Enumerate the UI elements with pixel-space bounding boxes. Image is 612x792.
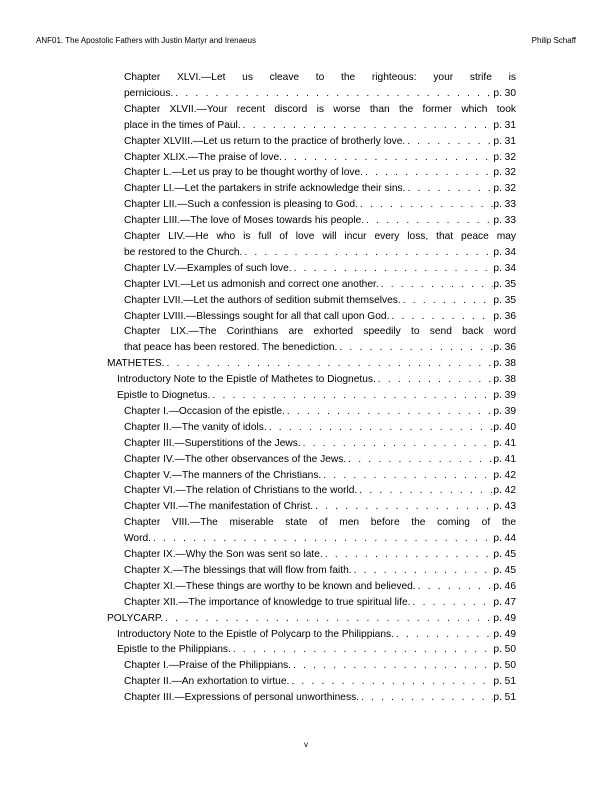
toc-entry[interactable] xyxy=(124,404,516,420)
toc-entry-text: Chapter V.—The manners of the Christians. xyxy=(124,469,322,481)
dot-leader xyxy=(363,165,493,181)
toc-page-ref[interactable]: p. 49 xyxy=(493,628,516,640)
toc-page-ref[interactable]: p. 32 xyxy=(493,167,516,179)
toc-page-ref[interactable]: p. 41 xyxy=(493,453,516,465)
toc-entry-text: Chapter LIV.—He who is full of love will incur every loss, that peace may xyxy=(124,231,516,242)
toc-entry-text: Chapter XLVII.—Your recent discord is worse than the former which took xyxy=(124,103,516,115)
dot-leader xyxy=(291,658,493,674)
dot-leader xyxy=(379,277,494,293)
toc-page-ref[interactable]: p. 34 xyxy=(493,246,516,258)
dot-leader xyxy=(346,452,493,468)
toc-entry[interactable] xyxy=(124,70,516,102)
toc-entry-text: Chapter VI.—The relation of Christians to the world. xyxy=(124,485,358,497)
toc-entry-text: Chapter LV.—Examples of such love. xyxy=(124,262,292,274)
toc-entry-text: Chapter III.—Superstitions of the Jews. xyxy=(124,437,301,449)
toc-entry[interactable] xyxy=(124,436,516,452)
running-header-title: ANF01. The Apostolic Fathers with Justin Martyr and Irenaeus xyxy=(36,36,256,45)
toc-entry-text: that peace has been restored. The benediction. xyxy=(124,342,338,354)
toc-page-ref[interactable]: p. 35 xyxy=(493,294,516,306)
toc-page-ref[interactable]: p. 33 xyxy=(493,199,516,211)
toc-entry-text: Chapter L.—Let us pray to be thought worthy of love. xyxy=(124,167,363,179)
toc-page-ref[interactable]: p. 44 xyxy=(493,533,516,545)
toc-entry-text: Chapter X.—The blessings that will flow from faith. xyxy=(124,564,352,576)
dot-leader xyxy=(165,356,494,372)
page-number: v xyxy=(304,740,308,749)
toc-entry[interactable] xyxy=(124,547,516,563)
toc-entry-text: Chapter II.—The vanity of idols. xyxy=(124,421,267,433)
toc-entry-text: Chapter II.—An exhortation to virtue. xyxy=(124,676,290,688)
toc-entry-text: Chapter LVI.—Let us admonish and correct one another. xyxy=(124,278,379,290)
toc-entry-text: Chapter IX.—Why the Son was sent so late. xyxy=(124,549,323,560)
toc-entry-text: Chapter XLIX.—The praise of love. xyxy=(124,151,282,163)
toc-page-ref[interactable]: p. 40 xyxy=(493,421,516,433)
dot-leader xyxy=(241,118,494,134)
dot-leader xyxy=(163,611,493,627)
toc-entry[interactable] xyxy=(124,134,516,150)
toc-entry[interactable] xyxy=(124,690,516,706)
dot-leader xyxy=(210,388,493,404)
toc-entry-text: Chapter XI.—These things are worthy to be known and believed. xyxy=(124,580,416,592)
toc-entry[interactable] xyxy=(124,165,516,181)
toc-entry[interactable] xyxy=(124,579,516,595)
dot-leader xyxy=(358,197,493,213)
toc-page-ref[interactable]: p. 50 xyxy=(493,644,516,656)
toc-entry-text: Chapter VIII.—The miserable state of men before the coming of the xyxy=(124,517,516,529)
toc-page-ref[interactable]: p. 47 xyxy=(493,596,516,608)
dot-leader xyxy=(323,547,494,563)
toc-entry-text: Chapter IV.—The other observances of the Jews. xyxy=(124,453,347,465)
toc-page-ref[interactable]: p. 35 xyxy=(493,278,516,290)
running-header-author: Philip Schaff xyxy=(531,36,576,45)
toc-entry-text: Chapter XLVIII.—Let us return to the practice of brotherly love. xyxy=(124,135,406,147)
toc-page-ref[interactable]: p. 36 xyxy=(493,310,516,322)
toc-page-ref[interactable]: p. 38 xyxy=(493,374,516,386)
dot-leader xyxy=(357,483,493,499)
toc-entry-text: Word. xyxy=(124,533,151,545)
dot-leader xyxy=(285,404,494,420)
toc-entry[interactable] xyxy=(124,197,516,213)
toc-entry[interactable] xyxy=(124,277,516,293)
dot-leader xyxy=(352,563,494,579)
toc-page-ref[interactable]: p. 39 xyxy=(493,405,516,417)
toc-entry-text: be restored to the Church. xyxy=(124,246,243,258)
toc-page-ref[interactable]: p. 32 xyxy=(493,151,516,163)
toc-entry[interactable] xyxy=(124,563,516,579)
toc-page-ref[interactable]: p. 39 xyxy=(493,390,516,401)
toc-entry[interactable] xyxy=(117,627,516,643)
toc-entry-text: Chapter LII.—Such a confession is pleasing to God. xyxy=(124,199,358,211)
toc-entry-text: Epistle to Diognetus. xyxy=(117,390,211,401)
toc-entry-text: Chapter I.—Occasion of the epistle. xyxy=(124,405,285,417)
toc-page-ref[interactable]: p. 41 xyxy=(493,437,516,449)
dot-leader xyxy=(416,579,494,595)
toc-entry[interactable] xyxy=(124,483,516,499)
toc-entry[interactable] xyxy=(124,658,516,674)
toc-entry[interactable] xyxy=(124,468,516,484)
toc-entry[interactable] xyxy=(124,229,516,261)
toc-entry[interactable] xyxy=(124,499,516,515)
toc-entry[interactable] xyxy=(124,102,516,134)
dot-leader xyxy=(282,150,493,166)
toc-entry[interactable] xyxy=(124,595,516,611)
toc-entry[interactable] xyxy=(124,324,516,356)
dot-leader xyxy=(267,420,494,436)
toc-entry[interactable] xyxy=(107,356,516,372)
toc-page-ref[interactable]: p. 38 xyxy=(493,358,516,370)
toc-entry-text: Epistle to the Philippians. xyxy=(117,644,231,656)
toc-entry[interactable] xyxy=(117,642,516,658)
dot-leader xyxy=(321,468,493,484)
toc-page-ref[interactable]: p. 51 xyxy=(493,692,516,704)
dot-leader xyxy=(301,436,494,452)
dot-leader xyxy=(394,627,493,643)
toc-page-ref[interactable]: p. 45 xyxy=(493,564,516,576)
toc-page-ref[interactable]: p. 31 xyxy=(493,135,516,147)
toc-page-ref[interactable]: p. 31 xyxy=(493,119,516,131)
dot-leader xyxy=(289,674,493,690)
toc-entry[interactable] xyxy=(124,150,516,166)
toc-page-ref[interactable]: p. 50 xyxy=(493,660,516,672)
toc-page-ref[interactable]: p. 30 xyxy=(493,87,516,99)
dot-leader xyxy=(313,499,493,515)
toc-entry[interactable] xyxy=(107,611,516,627)
toc-page-ref[interactable]: p. 33 xyxy=(493,215,516,227)
dot-leader xyxy=(376,372,494,388)
toc-entry-text: Chapter VII.—The manifestation of Christ. xyxy=(124,501,314,513)
toc-entry[interactable] xyxy=(117,388,516,404)
dot-leader xyxy=(405,181,493,197)
dot-leader xyxy=(173,86,493,102)
toc-entry-text: Chapter LVII.—Let the authors of sedition submit themselves. xyxy=(124,294,401,306)
toc-page-ref[interactable]: p. 49 xyxy=(493,612,516,624)
toc-entry[interactable] xyxy=(124,452,516,468)
toc-page-ref[interactable]: p. 36 xyxy=(493,342,516,354)
dot-leader xyxy=(359,690,493,706)
toc-entry-text: Chapter XII.—The importance of knowledge to true spiritual life. xyxy=(124,596,411,608)
toc-entry-text: Introductory Note to the Epistle of Mathetes to Diognetus. xyxy=(117,374,376,386)
toc-entry-text: place in the times of Paul. xyxy=(124,119,241,131)
toc-entry-text: MATHETES. xyxy=(107,358,165,370)
toc-entry[interactable] xyxy=(124,674,516,690)
dot-leader xyxy=(231,642,493,658)
toc-entry-text: Chapter III.—Expressions of personal unworthiness. xyxy=(124,692,359,704)
toc-page-ref[interactable]: p. 42 xyxy=(493,469,516,481)
toc-page-ref[interactable]: p. 42 xyxy=(493,485,516,497)
toc-entry[interactable] xyxy=(124,213,516,229)
toc-entry-text: pernicious. xyxy=(124,87,174,99)
dot-leader xyxy=(411,595,494,611)
toc-entry-text: Chapter LIII.—The love of Moses towards his people. xyxy=(124,215,365,227)
toc-page-ref[interactable]: p. 32 xyxy=(493,183,516,195)
dot-leader xyxy=(401,293,494,309)
toc-entry[interactable] xyxy=(124,420,516,436)
toc-entry[interactable] xyxy=(124,309,516,325)
dot-leader xyxy=(389,309,493,325)
toc-page-ref[interactable]: p. 51 xyxy=(493,676,516,688)
toc-entry[interactable] xyxy=(117,372,516,388)
toc-entry[interactable] xyxy=(124,515,516,547)
toc-entry-text: Chapter LIX.—The Corinthians are exhorted speedily to send back word xyxy=(124,326,516,338)
toc-page-ref[interactable]: p. 46 xyxy=(493,580,516,592)
toc-entry-text: Chapter XLVI.—Let us cleave to the righteous: your strife is xyxy=(124,72,516,83)
toc-entry-text: Chapter LI.—Let the partakers in strife acknowledge their sins. xyxy=(124,183,406,195)
toc-entry-text: Chapter I.—Praise of the Philippians. xyxy=(124,660,292,672)
toc-entry[interactable] xyxy=(124,181,516,197)
dot-leader xyxy=(364,213,493,229)
toc-entry-text: Introductory Note to the Epistle of Polycarp to the Philippians. xyxy=(117,628,394,640)
dot-leader xyxy=(151,531,493,547)
toc-page-ref[interactable]: p. 45 xyxy=(493,549,516,560)
dot-leader xyxy=(405,134,493,150)
toc-entry[interactable] xyxy=(124,293,516,309)
toc-entry[interactable] xyxy=(124,261,516,277)
dot-leader xyxy=(242,245,493,261)
toc-page-ref[interactable]: p. 34 xyxy=(493,262,516,274)
toc-entry-text: Chapter LVIII.—Blessings sought for all that call upon God. xyxy=(124,310,390,322)
dot-leader xyxy=(337,340,493,356)
dot-leader xyxy=(292,261,494,277)
toc-entry-text: POLYCARP. xyxy=(107,612,164,624)
toc-page-ref[interactable]: p. 43 xyxy=(493,501,516,513)
